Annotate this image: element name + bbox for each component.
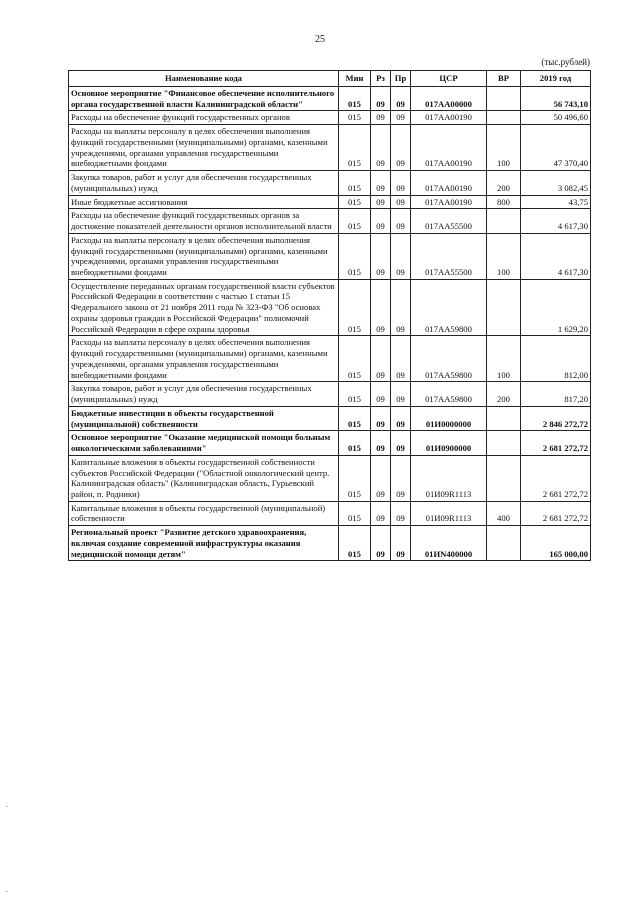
- table-row: [69, 171, 591, 195]
- row-pr: 09: [391, 406, 411, 430]
- row-rz: 09: [371, 111, 391, 125]
- row-vr: 100: [487, 233, 521, 279]
- row-name: Капитальные вложения в объекты государственной (муниципальной) собственности: [69, 501, 339, 525]
- table-row: [69, 111, 591, 125]
- row-csr: 017АА00190: [411, 111, 487, 125]
- row-sum: 47 370,40: [521, 125, 591, 171]
- row-name: Осуществление переданных органам государственной власти субъектов Российской Федерации в соответствии с частью 1 статьи 15 Федерального закона от 21 ноября 2011 года № 323-ФЗ "Об основах охраны здоровья граждан в Российской Федерации" полномочий Российской Федерации в сфере охраны здоровья: [69, 279, 339, 336]
- budget-table: [68, 70, 591, 561]
- row-csr: 017АА00190: [411, 195, 487, 209]
- units-label: (тыс.рублей): [541, 57, 590, 67]
- table-header-row: [69, 71, 591, 87]
- header-csr: ЦСР: [411, 71, 487, 87]
- row-rz: 09: [371, 195, 391, 209]
- row-pr: 09: [391, 431, 411, 455]
- row-pr: 09: [391, 195, 411, 209]
- row-csr: 017АА59800: [411, 382, 487, 406]
- header-vr: ВР: [487, 71, 521, 87]
- row-name: Капитальные вложения в объекты государственной собственности субъектов Российской Федерации ("Областной онкологический центр. Калининградская область" (Калининградская область, Гурьевский район, п. Родники): [69, 455, 339, 501]
- row-min: 015: [339, 87, 371, 111]
- row-min: 015: [339, 111, 371, 125]
- row-name: Расходы на выплаты персоналу в целях обеспечения выполнения функций государственными (муниципальными) органами, казенными учреждениями, органами управления государственными внебюджетными фондами: [69, 233, 339, 279]
- row-sum: 4 617,30: [521, 209, 591, 233]
- row-rz: 09: [371, 455, 391, 501]
- row-pr: 09: [391, 382, 411, 406]
- table-row: [69, 406, 591, 430]
- row-sum: 2 681 272,72: [521, 455, 591, 501]
- table-row: [69, 87, 591, 111]
- margin-mark: .: [6, 885, 8, 894]
- row-rz: 09: [371, 336, 391, 382]
- row-pr: 09: [391, 501, 411, 525]
- row-name: Основное мероприятие "Финансовое обеспечение исполнительного органа государственной власти Калининградской области": [69, 87, 339, 111]
- table-row: [69, 336, 591, 382]
- row-sum: 817,20: [521, 382, 591, 406]
- row-sum: 1 629,20: [521, 279, 591, 336]
- row-vr: 800: [487, 195, 521, 209]
- row-csr: 01И0900000: [411, 431, 487, 455]
- row-pr: 09: [391, 171, 411, 195]
- row-vr: [487, 111, 521, 125]
- table-row: [69, 431, 591, 455]
- table-row: [69, 233, 591, 279]
- row-min: 015: [339, 336, 371, 382]
- table-row: [69, 382, 591, 406]
- header-name: Наименование кода: [69, 71, 339, 87]
- row-vr: [487, 431, 521, 455]
- margin-mark: .: [6, 800, 8, 809]
- row-min: 015: [339, 209, 371, 233]
- page-number: 25: [315, 34, 325, 45]
- row-csr: 017АА00000: [411, 87, 487, 111]
- row-name: Региональный проект "Развитие детского здравоохранения, включая создание современной инфраструктуры оказания медицинской помощи детям": [69, 526, 339, 561]
- row-sum: 2 681 272,72: [521, 431, 591, 455]
- row-vr: [487, 209, 521, 233]
- row-name: Основное мероприятие "Оказание медицинской помощи больным онкологическими заболеваниями": [69, 431, 339, 455]
- row-vr: [487, 406, 521, 430]
- row-csr: 017АА59800: [411, 279, 487, 336]
- header-rz: Рз: [371, 71, 391, 87]
- header-pr: Пр: [391, 71, 411, 87]
- row-sum: 50 496,60: [521, 111, 591, 125]
- row-vr: [487, 526, 521, 561]
- row-name: Расходы на обеспечение функций государственных органов: [69, 111, 339, 125]
- row-pr: 09: [391, 233, 411, 279]
- row-rz: 09: [371, 279, 391, 336]
- row-rz: 09: [371, 233, 391, 279]
- row-sum: 56 743,10: [521, 87, 591, 111]
- row-csr: 01ИN400000: [411, 526, 487, 561]
- row-rz: 09: [371, 209, 391, 233]
- row-vr: [487, 455, 521, 501]
- row-pr: 09: [391, 87, 411, 111]
- table-row: [69, 526, 591, 561]
- row-vr: 100: [487, 336, 521, 382]
- row-vr: [487, 279, 521, 336]
- row-min: 015: [339, 279, 371, 336]
- row-min: 015: [339, 195, 371, 209]
- row-min: 015: [339, 431, 371, 455]
- row-rz: 09: [371, 87, 391, 111]
- table-row: [69, 279, 591, 336]
- row-csr: 017АА55500: [411, 233, 487, 279]
- row-min: 015: [339, 406, 371, 430]
- row-rz: 09: [371, 382, 391, 406]
- row-sum: 812,00: [521, 336, 591, 382]
- header-min: Мин: [339, 71, 371, 87]
- row-vr: 200: [487, 382, 521, 406]
- row-name: Закупка товаров, работ и услуг для обеспечения государственных (муниципальных) нужд: [69, 171, 339, 195]
- row-rz: 09: [371, 125, 391, 171]
- row-pr: 09: [391, 526, 411, 561]
- row-rz: 09: [371, 171, 391, 195]
- row-rz: 09: [371, 526, 391, 561]
- row-min: 015: [339, 171, 371, 195]
- header-year: 2019 год: [521, 71, 591, 87]
- row-name: Расходы на выплаты персоналу в целях обеспечения выполнения функций государственными (муниципальными) органами, казенными учреждениями, органами управления государственными внебюджетными фондами: [69, 336, 339, 382]
- table-body: [69, 87, 591, 561]
- row-sum: 4 617,30: [521, 233, 591, 279]
- row-pr: 09: [391, 336, 411, 382]
- row-min: 015: [339, 233, 371, 279]
- row-min: 015: [339, 382, 371, 406]
- row-csr: 01И09R1113: [411, 455, 487, 501]
- row-sum: 2 681 272,72: [521, 501, 591, 525]
- row-vr: [487, 87, 521, 111]
- table-row: [69, 195, 591, 209]
- row-min: 015: [339, 125, 371, 171]
- table-row: [69, 125, 591, 171]
- row-csr: 017АА59800: [411, 336, 487, 382]
- row-csr: 017АА55500: [411, 209, 487, 233]
- row-min: 015: [339, 455, 371, 501]
- row-name: Иные бюджетные ассигнования: [69, 195, 339, 209]
- row-name: Бюджетные инвестиции в объекты государственной (муниципальной) собственности: [69, 406, 339, 430]
- row-pr: 09: [391, 279, 411, 336]
- row-sum: 3 082,45: [521, 171, 591, 195]
- row-rz: 09: [371, 501, 391, 525]
- row-name: Закупка товаров, работ и услуг для обеспечения государственных (муниципальных) нужд: [69, 382, 339, 406]
- row-rz: 09: [371, 406, 391, 430]
- table-row: [69, 501, 591, 525]
- row-min: 015: [339, 526, 371, 561]
- row-csr: 01И0000000: [411, 406, 487, 430]
- row-csr: 01И09R1113: [411, 501, 487, 525]
- row-rz: 09: [371, 431, 391, 455]
- row-name: Расходы на обеспечение функций государственных органов за достижение показателей деятельности органов исполнительной власти: [69, 209, 339, 233]
- table-row: [69, 455, 591, 501]
- row-min: 015: [339, 501, 371, 525]
- table-row: [69, 209, 591, 233]
- row-pr: 09: [391, 455, 411, 501]
- row-vr: 400: [487, 501, 521, 525]
- row-sum: 165 000,00: [521, 526, 591, 561]
- row-name: Расходы на выплаты персоналу в целях обеспечения выполнения функций государственными (муниципальными) органами, казенными учреждениями, органами управления государственными внебюджетными фондами: [69, 125, 339, 171]
- row-vr: 200: [487, 171, 521, 195]
- row-csr: 017АА00190: [411, 171, 487, 195]
- row-sum: 43,75: [521, 195, 591, 209]
- row-sum: 2 846 272,72: [521, 406, 591, 430]
- row-pr: 09: [391, 125, 411, 171]
- row-vr: 100: [487, 125, 521, 171]
- row-pr: 09: [391, 209, 411, 233]
- row-csr: 017АА00190: [411, 125, 487, 171]
- row-pr: 09: [391, 111, 411, 125]
